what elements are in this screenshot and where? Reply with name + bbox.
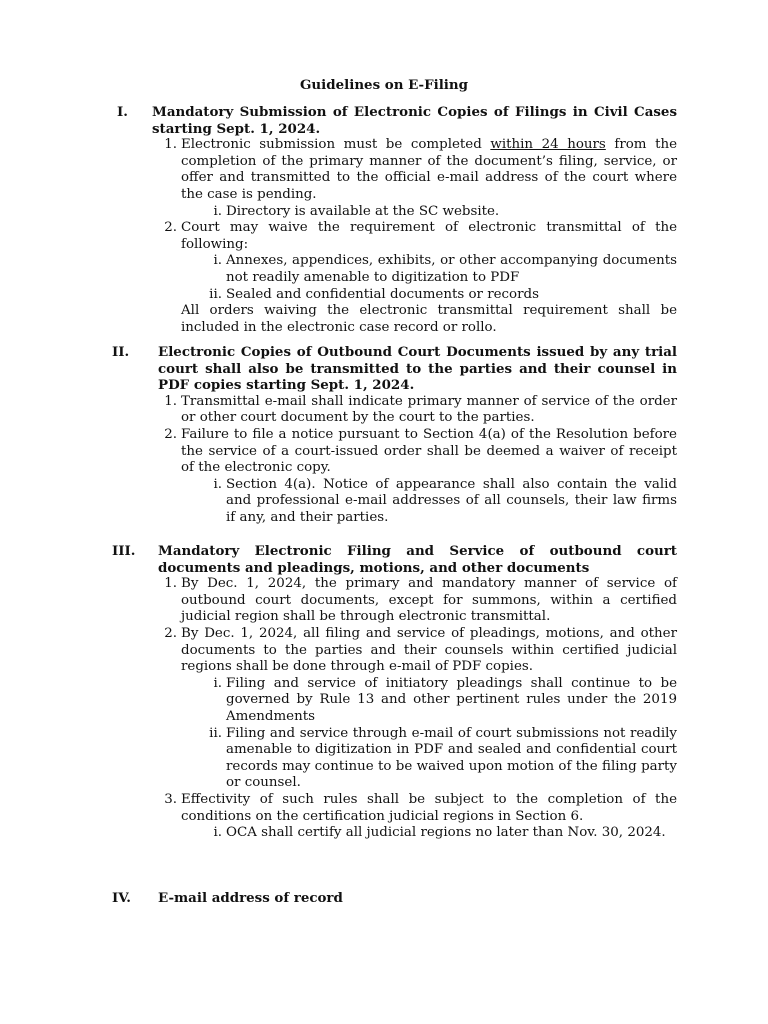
list-item [164,426,677,477]
sub-item-number: i. [213,675,222,691]
section-heading: E-mail address of record [158,890,343,906]
sub-item [213,203,677,221]
sub-item-text: Filing and service through e-mail of court submissions not readily amenable to digitization in PDF and sealed and confidential court records may continue to be waived upon motion of the filing party or counsel. [226,725,677,791]
item-number: 1. [164,576,177,592]
sub-item-text: OCA shall certify all judicial regions no later than Nov. 30, 2024. [226,825,666,841]
section-numeral: IV. [112,890,131,906]
sub-item-text: Filing and service of initiatory pleadings shall continue to be governed by Rule 13 and other pertinent rules under the 2019 Amendments [226,675,677,724]
sub-item [213,253,677,286]
list-item [164,791,677,825]
sub-item-number: ii. [209,725,222,741]
sub-item [213,825,677,842]
item-number: 2. [164,426,177,442]
item-number: 2. [164,625,177,641]
section-3 [0,543,768,842]
item-text: Failure to file a notice pursuant to Section 4(a) of the Resolution before the service of a court-issued order shall be deemed a waiver of receipt of the electronic copy. [181,426,677,476]
sub-item-number: i. [213,253,222,269]
list-item [164,576,677,626]
list-item [164,393,677,427]
section-note: All orders waiving the electronic transmittal requirement shall be included in the electronic case record or rollo. [181,303,677,335]
item-text: Court may waive the requirement of electronic transmittal of the following: [181,220,677,252]
sub-item-text: Section 4(a). Notice of appearance shall also contain the valid and professional e-mail addresses of all counsels, their law firms if any, and their parties. [226,476,677,525]
item-number: 1. [164,137,177,153]
item-number: 2. [164,220,177,236]
item-text: By Dec. 1, 2024, all filing and service of pleadings, motions, and other documents to the parties and their counsels within certified judicial regions shall be done through e-mail of PDF copies. [181,625,677,675]
sub-item-number: ii. [209,286,222,302]
section-2 [0,344,768,527]
section-numeral: II. [112,344,130,360]
sub-item [213,675,677,726]
sub-item-text: Annexes, appendices, exhibits, or other accompanying documents not readily amenable to digitization to PDF [226,253,677,285]
item-number: 1. [164,393,177,409]
sub-item-number: i. [213,825,222,841]
section-1 [0,104,768,336]
list-item [164,137,677,203]
section-numeral: III. [112,543,136,559]
section-heading: Electronic Copies of Outbound Court Documents issued by any trial court shall also be transmitted to the parties and their counsel in PDF copies starting Sept. 1, 2024. [158,344,677,394]
document-title: Guidelines on E-Filing [300,77,468,93]
sub-item [209,725,677,792]
sub-item-text: Sealed and confidential documents or records [226,286,539,302]
item-text: from the completion of the primary manner of the document’s filing, service, or offer and transmitted to the official e-mail address of the court where the case is pending. [181,137,677,202]
section-4 [0,890,768,907]
section-heading: Mandatory Electronic Filing and Service of outbound court documents and pleadings, motions, and other documents [158,543,677,576]
item-text: Effectivity of such rules shall be subject to the completion of the conditions on the certification judicial regions in Section 6. [181,791,677,824]
list-item [164,220,677,253]
sub-item [213,476,677,527]
section-heading: Mandatory Submission of Electronic Copies of Filings in Civil Cases starting Sept. 1, 2024. [152,104,677,137]
sub-item-text: Directory is available at the SC website. [226,203,500,219]
sub-item-number: i. [213,203,222,219]
item-text-underlined: within 24 hours [490,137,606,153]
sub-item-number: i. [213,476,222,492]
sub-item [209,286,677,304]
list-item [164,625,677,676]
section-numeral: I. [117,104,128,120]
item-text: Transmittal e-mail shall indicate primary manner of service of the order or other court document by the court to the parties. [181,393,677,426]
item-text: By Dec. 1, 2024, the primary and mandatory manner of service of outbound court documents, except for summons, within a certified judicial region shall be through electronic transmittal. [181,576,677,625]
item-text: Electronic submission must be completed [181,137,491,153]
item-number: 3. [164,791,177,807]
